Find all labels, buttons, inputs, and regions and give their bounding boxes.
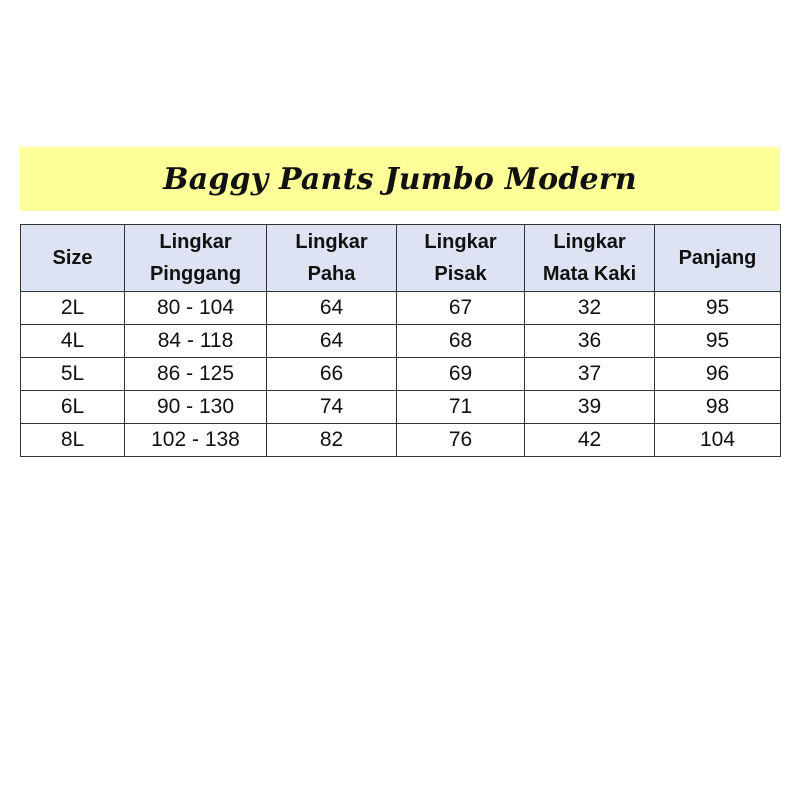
cell-lingkar-pisak: 69 <box>397 358 525 391</box>
cell-size: 4L <box>21 325 125 358</box>
cell-lingkar-pisak: 68 <box>397 325 525 358</box>
header-panjang-label: Panjang <box>678 247 757 269</box>
header-lingkar-pisak <box>397 225 525 292</box>
cell-size: 8L <box>21 424 125 457</box>
table-row <box>21 292 781 325</box>
size-table <box>20 224 781 457</box>
cell-lingkar-pisak: 71 <box>397 391 525 424</box>
header-lingkar-paha <box>267 225 397 292</box>
cell-lingkar-pinggang: 80 - 104 <box>125 292 267 325</box>
cell-panjang: 96 <box>655 358 781 391</box>
header-row <box>21 225 781 292</box>
header-line1: Lingkar <box>159 231 232 253</box>
cell-lingkar-pisak: 76 <box>397 424 525 457</box>
cell-size: 6L <box>21 391 125 424</box>
cell-lingkar-pinggang: 102 - 138 <box>125 424 267 457</box>
cell-lingkar-mata-kaki: 42 <box>525 424 655 457</box>
cell-panjang: 95 <box>655 292 781 325</box>
cell-lingkar-mata-kaki: 36 <box>525 325 655 358</box>
header-line2: Mata Kaki <box>542 263 637 285</box>
header-size <box>21 225 125 292</box>
header-line2: Pisak <box>434 263 487 285</box>
cell-lingkar-pinggang: 86 - 125 <box>125 358 267 391</box>
cell-lingkar-mata-kaki: 39 <box>525 391 655 424</box>
table-row <box>21 424 781 457</box>
cell-lingkar-pinggang: 84 - 118 <box>125 325 267 358</box>
cell-size: 5L <box>21 358 125 391</box>
table-row <box>21 325 781 358</box>
chart-title: Baggy Pants Jumbo Modern <box>163 161 637 197</box>
cell-lingkar-pinggang: 90 - 130 <box>125 391 267 424</box>
cell-lingkar-paha: 64 <box>267 292 397 325</box>
cell-panjang: 95 <box>655 325 781 358</box>
cell-lingkar-paha: 66 <box>267 358 397 391</box>
table-row <box>21 358 781 391</box>
header-line2: Paha <box>307 263 356 285</box>
header-line1: Lingkar <box>553 231 626 253</box>
table-row <box>21 391 781 424</box>
header-line1: Lingkar <box>295 231 368 253</box>
header-lingkar-pinggang <box>125 225 267 292</box>
cell-lingkar-paha: 74 <box>267 391 397 424</box>
header-lingkar-mata-kaki <box>525 225 655 292</box>
cell-size: 2L <box>21 292 125 325</box>
header-panjang <box>655 225 781 292</box>
cell-lingkar-pisak: 67 <box>397 292 525 325</box>
header-line1: Lingkar <box>424 231 497 253</box>
header-line2: Pinggang <box>149 263 242 285</box>
cell-lingkar-paha: 64 <box>267 325 397 358</box>
cell-panjang: 98 <box>655 391 781 424</box>
cell-lingkar-mata-kaki: 37 <box>525 358 655 391</box>
header-size-label: Size <box>52 247 93 269</box>
cell-panjang: 104 <box>655 424 781 457</box>
cell-lingkar-mata-kaki: 32 <box>525 292 655 325</box>
title-banner <box>20 147 780 211</box>
cell-lingkar-paha: 82 <box>267 424 397 457</box>
